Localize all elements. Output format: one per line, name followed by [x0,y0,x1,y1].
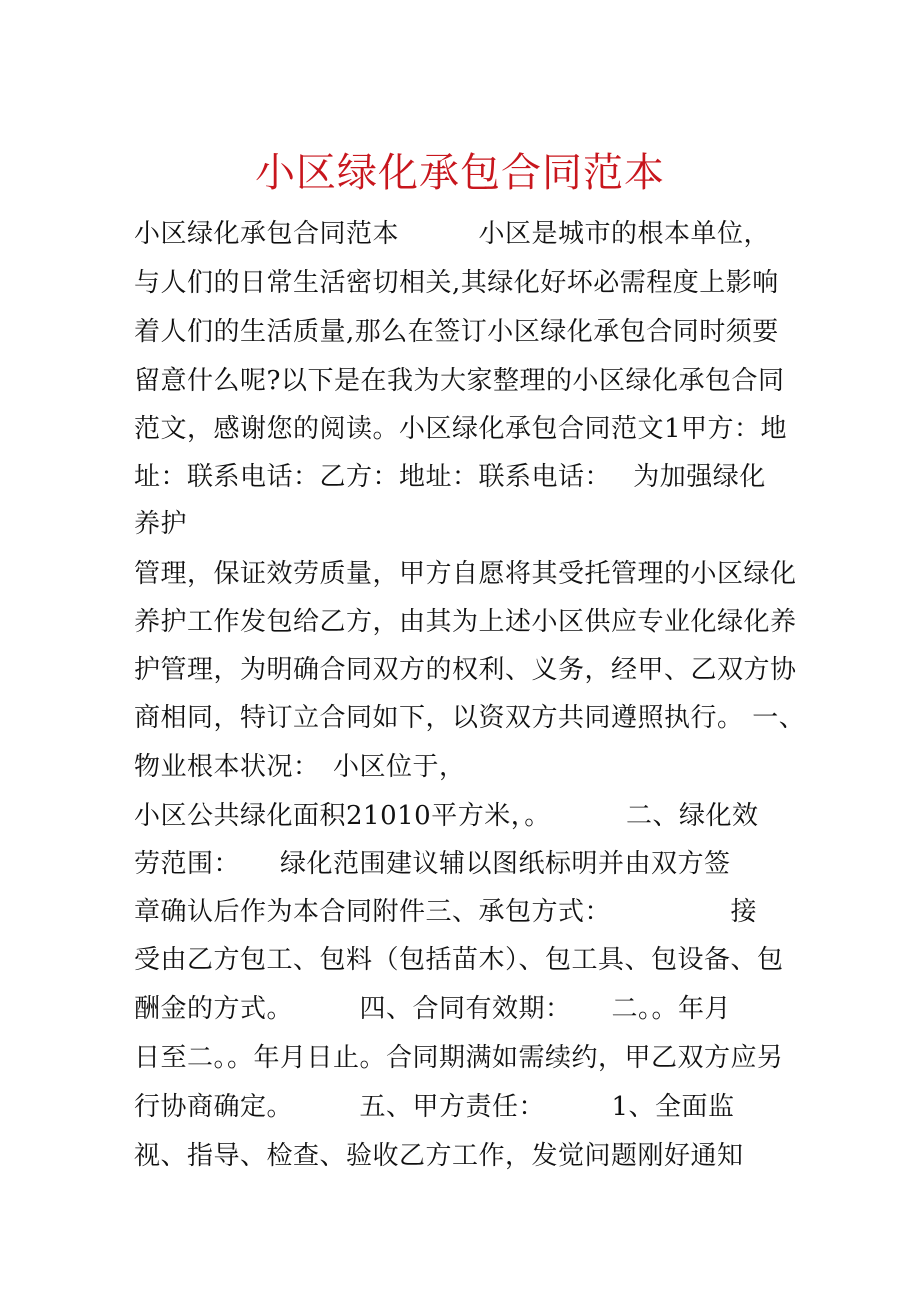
body-line: 着人们的生活质量,那么在签订小区绿化承包合同时须要 [134,317,779,347]
body-line: 酬金的方式。 四、合同有效期： 二。。年月 [134,994,732,1024]
body-line: 日至二。。年月日止。合同期满如需续约，甲乙双方应另 [134,1043,784,1073]
body-line: 与人们的日常生活密切相关,其绿化好坏必需程度上影响 [134,268,779,298]
body-line: 物业根本状况： 小区位于， [134,752,466,782]
body-line: 管理，保证效劳质量，甲方自愿将其受托管理的小区绿化 [134,559,797,589]
body-line: 养护工作发包给乙方，由其为上述小区供应专业化绿化养 [134,607,797,637]
body-line: 留意什么呢?以下是在我为大家整理的小区绿化承包合同 [134,366,785,396]
body-line: 范文，感谢您的阅读。小区绿化承包合同范文1甲方：地 [134,414,788,444]
body-line: 小区绿化承包合同范本 小区是城市的根本单位， [134,219,771,249]
body-line: 养护 [134,509,188,539]
body-line: 址：联系电话：乙方：地址：联系电话： 为加强绿化 [134,462,766,492]
body-line: 章确认后作为本合同附件三、承包方式： 接 [134,897,758,927]
body-line: 商相同，特订立合同如下，以资双方共同遵照执行。 一、 [134,703,806,733]
body-line: 行协商确定。 五、甲方责任： 1、全面监 [134,1092,735,1122]
body-line: 护管理，为明确合同双方的权利、义务，经甲、乙双方协 [134,655,797,685]
body-line: 劳范围： 绿化范围建议辅以图纸标明并由双方签 [134,849,731,879]
document-title: 小区绿化承包合同范本 [255,150,665,196]
body-line: 小区公共绿化面积21010平方米，。 二、绿化效 [134,801,759,831]
body-line: 受由乙方包工、包料（包括苗木）、包工具、包设备、包 [134,945,784,975]
body-line: 视、指导、检查、验收乙方工作，发觉问题刚好通知 [134,1141,744,1171]
